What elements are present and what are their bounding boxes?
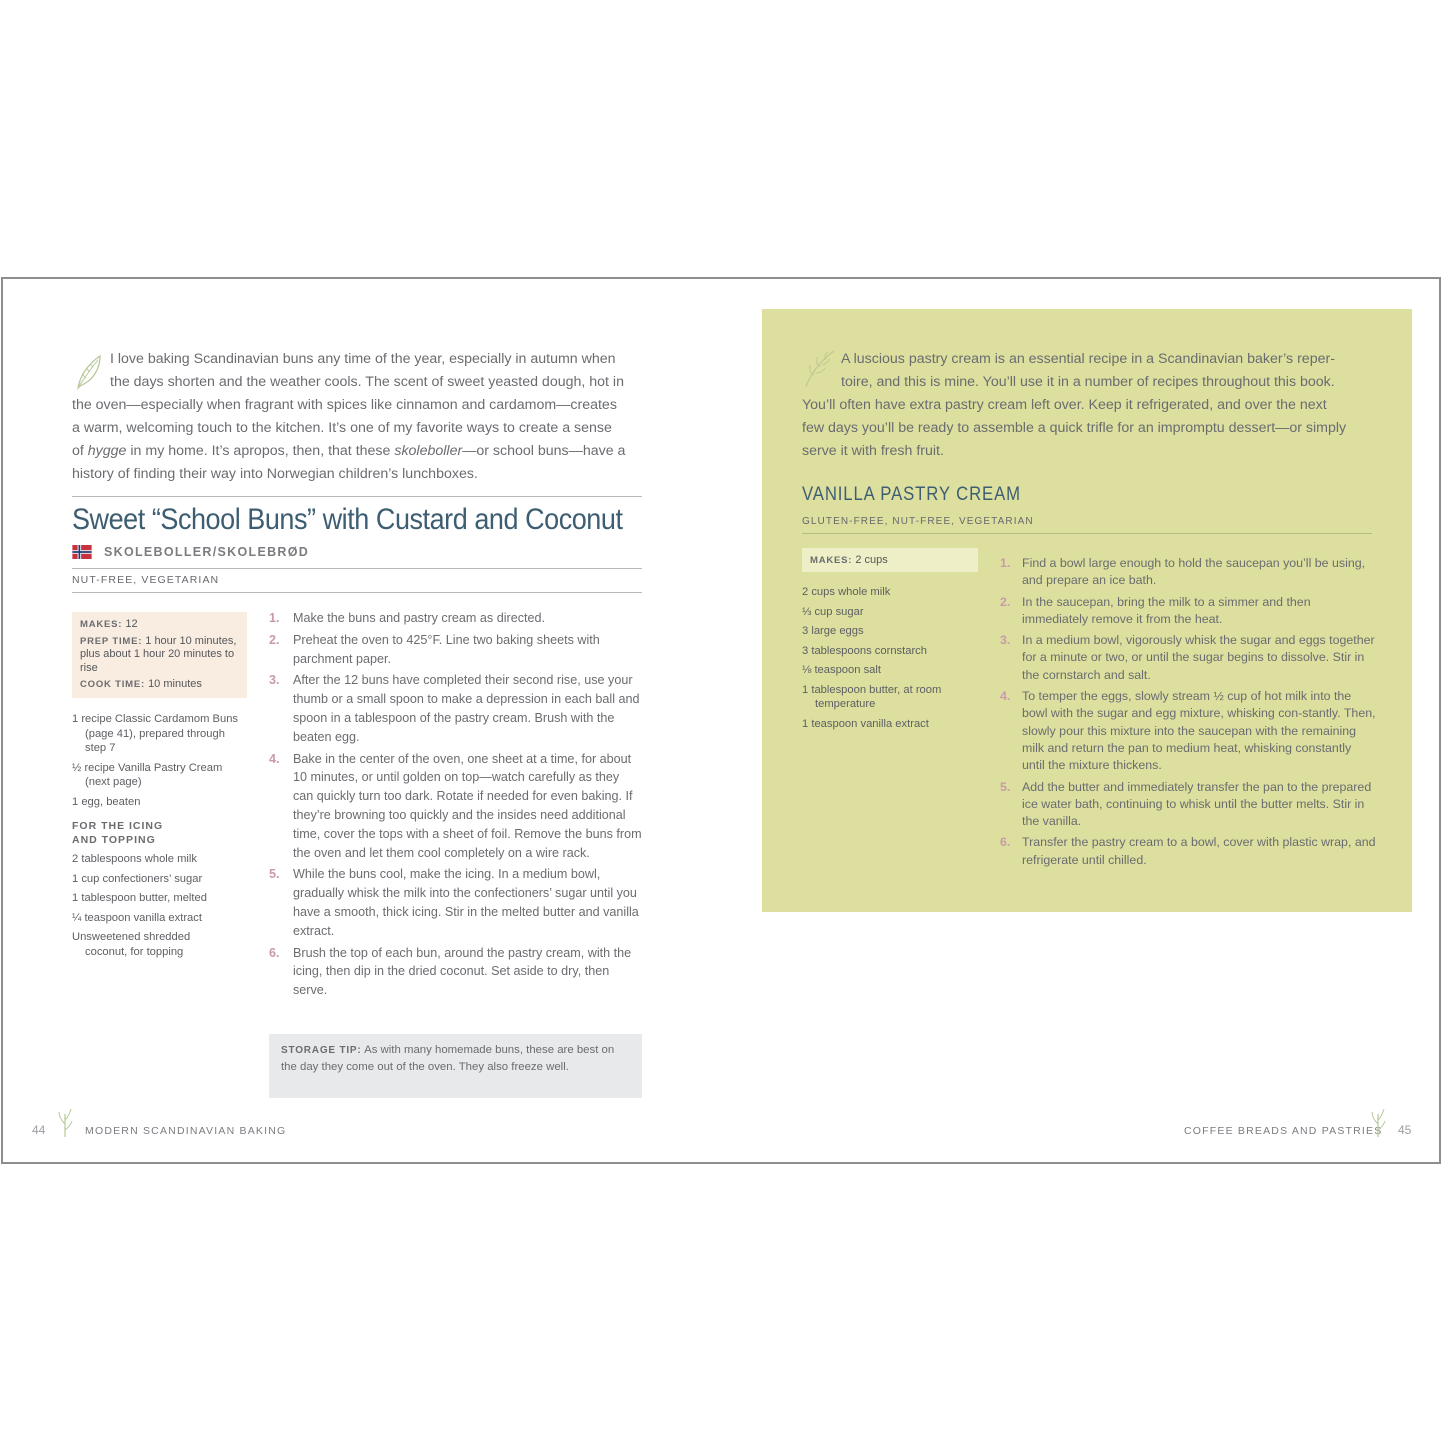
ingredient-item: ⅓ cup sugar (802, 605, 864, 618)
intro-italic: skoleboller (394, 443, 463, 459)
step-number: 2. (269, 632, 280, 647)
ingredient-item: 1 recipe Classic Cardamom Buns (page 41), prepared through step 7 (72, 713, 239, 754)
makes-value: 12 (125, 618, 138, 630)
ingredient-item: 1 tablespoon butter, melted (72, 892, 207, 904)
ingredient-item: ¼ teaspoon vanilla extract (72, 911, 202, 924)
step-text: While the buns cool, make the icing. In a medium bowl, gradually whisk the milk into the confectioners’ sugar until you have a smooth, thick icing. Stir in the melted butter and vanilla extract. (293, 867, 639, 938)
divider (72, 568, 642, 569)
recipe-info-box (72, 612, 247, 698)
step-number: 3. (269, 673, 280, 688)
prep-row (80, 635, 239, 676)
intro-line (72, 440, 647, 463)
recipe-info-box (802, 548, 978, 572)
ingredient-subheading: FOR THE ICING AND TOPPING (72, 820, 164, 846)
dietary-tags: NUT-FREE, VEGETARIAN (72, 574, 220, 586)
herb-sprig-icon (54, 1106, 76, 1138)
cook-value: 10 minutes (148, 678, 202, 690)
norway-flag-icon (72, 545, 92, 559)
ingredient-item: 3 large eggs (802, 625, 864, 637)
intro-line: serve it with fresh fruit. (802, 443, 944, 459)
prep-label: PREP TIME: (80, 635, 143, 647)
method-steps (1000, 555, 1376, 873)
intro-line: A luscious pastry cream is an essential recipe in a Scandinavian baker’s reper- (841, 351, 1335, 367)
step-text: After the 12 buns have completed their second rise, use your thumb or a small spoon to make a depression in each ball and spoon in a tablespoon of the pastry cream. Brush with the beaten egg. (293, 673, 640, 744)
step-text: Transfer the pastry cream to a bowl, cover with plastic wrap, and refrigerate until chilled. (1022, 835, 1376, 867)
method-step (1000, 594, 1376, 629)
running-head-right: COFFEE BREADS AND PASTRIES (1184, 1125, 1383, 1137)
ingredient-item: 1 cup confectioners’ sugar (72, 872, 203, 885)
step-text: Bake in the center of the oven, one sheet at a time, for about 10 minutes, or until golden on top—watch carefully as they can quickly turn too dark. Rotate if needed for even baking. If they’re browning too quickly and the insides need additional time, cover the tops with a sheet of foil. Remove the buns from the oven and let them cool completely on a wire rack. (293, 751, 642, 860)
ingredient-item: 1 egg, beaten (72, 795, 141, 808)
method-step (269, 865, 642, 940)
method-step (269, 944, 642, 1000)
recipe-subtitle: SKOLEBOLLER/SKOLEBRØD (104, 545, 310, 559)
step-number: 6. (269, 945, 280, 960)
step-text: In the saucepan, bring the milk to a simmer and then immediately remove it from the heat. (1022, 594, 1311, 626)
makes-label: MAKES: (810, 555, 853, 566)
ingredient-item: Unsweetened shredded coconut, for topping (72, 931, 191, 958)
intro-text: of (72, 443, 84, 459)
method-step (269, 671, 642, 746)
step-number: 4. (1000, 689, 1011, 704)
storage-tip-box (269, 1034, 642, 1098)
cook-row (80, 678, 239, 692)
intro-line: history of finding their way into Norwegian children’s lunchboxes. (72, 466, 478, 482)
prep-value: 1 hour 10 minutes, plus about 1 hour 20 minutes to rise (80, 634, 237, 674)
left-intro (72, 348, 647, 486)
step-number: 2. (1000, 594, 1011, 609)
step-text: Make the buns and pastry cream as directed. (293, 611, 546, 625)
tip-label: STORAGE TIP: (281, 1045, 362, 1056)
method-step (1000, 834, 1376, 869)
intro-text: —or school buns—have a (462, 443, 626, 459)
ingredient-item: 1 tablespoon butter, at room temperature (802, 683, 942, 710)
method-steps (269, 609, 642, 1003)
method-step (269, 609, 642, 628)
right-intro (802, 348, 1382, 463)
divider (72, 496, 642, 497)
intro-line: a warm, welcoming touch to the kitchen. It’s one of my favorite ways to create a sense (72, 420, 612, 436)
step-text: Find a bowl large enough to hold the saucepan you’ll be using, and prepare an ice bath. (1022, 556, 1366, 588)
step-number: 5. (269, 867, 280, 882)
intro-text: in my home. It’s apropos, then, that these (130, 443, 391, 459)
divider (802, 533, 1372, 534)
method-step (1000, 779, 1376, 831)
makes-label: MAKES: (80, 619, 123, 630)
method-step (269, 750, 642, 863)
ingredient-item: ⅛ teaspoon salt (802, 664, 881, 676)
ingredient-item: 2 cups whole milk (802, 586, 891, 598)
intro-line: toire, and this is mine. You’ll use it in a number of recipes throughout this book. (841, 374, 1335, 390)
herb-sprig-icon (1367, 1106, 1389, 1138)
intro-line: You’ll often have extra pastry cream left over. Keep it refrigerated, and over the next (802, 397, 1327, 413)
makes-value: 2 cups (855, 554, 888, 566)
intro-line: I love baking Scandinavian buns any time of the year, especially in autumn when (110, 351, 616, 367)
page-number-left: 44 (32, 1123, 46, 1137)
step-text: Add the butter and immediately transfer the pan to the prepared ice water bath, continuing to whisk until the butter melts. Stir in the vanilla. (1022, 779, 1372, 829)
step-text: Brush the top of each bun, around the pastry cream, with the icing, then dip in the dried coconut. Set aside to dry, then serve. (293, 945, 632, 998)
method-step (1000, 555, 1376, 590)
step-number: 6. (1000, 835, 1011, 850)
ingredient-list (72, 712, 244, 964)
intro-italic: hygge (87, 443, 127, 459)
cook-label: COOK TIME: (80, 679, 145, 690)
step-number: 4. (269, 751, 280, 766)
method-step (1000, 688, 1376, 774)
step-text: Preheat the oven to 425°F. Line two baking sheets with parchment paper. (293, 632, 600, 666)
step-number: 3. (1000, 633, 1011, 648)
step-number: 1. (1000, 556, 1011, 570)
intro-line: the oven—especially when fragrant with spices like cinnamon and cardamom—creates (72, 397, 617, 413)
ingredient-list (802, 585, 967, 736)
ingredient-item: 2 tablespoons whole milk (72, 853, 197, 865)
step-text: In a medium bowl, vigorously whisk the sugar and eggs together for a minute or two, or until the sugar begins to dissolve. Stir in the cornstarch and salt. (1022, 633, 1375, 682)
intro-line: few days you’ll be ready to assemble a quick trifle for an impromptu dessert—or simply (802, 420, 1347, 436)
step-number: 1. (269, 611, 280, 625)
page-number-right: 45 (1398, 1123, 1412, 1137)
tip-text: As with many homemade buns, these are best on the day they come out of the oven. They also freeze well. (281, 1044, 615, 1073)
step-number: 5. (1000, 779, 1011, 794)
running-head-left: MODERN SCANDINAVIAN BAKING (85, 1125, 287, 1137)
recipe-title: VANILLA PASTRY CREAM (802, 484, 1021, 505)
ingredient-item: ½ recipe Vanilla Pastry Cream (next page) (72, 761, 223, 788)
divider (72, 592, 642, 593)
ingredient-item: 3 tablespoons cornstarch (802, 644, 928, 657)
ingredient-item: 1 teaspoon vanilla extract (802, 717, 929, 730)
dietary-tags: GLUTEN-FREE, NUT-FREE, VEGETARIAN (802, 516, 1034, 527)
method-step (269, 631, 642, 669)
recipe-title: Sweet “School Buns” with Custard and Coconut (72, 503, 623, 536)
step-text: To temper the eggs, slowly stream ½ cup of hot milk into the bowl with the sugar and egg mixture, whisking con-stantly. Then, slowly pour this mixture into the saucepan with the remaining milk and return the pan to medium heat, whisking constantly until the mixture thickens. (1022, 689, 1376, 773)
intro-line: the days shorten and the weather cools. The scent of sweet yeasted dough, hot in (110, 374, 624, 390)
makes-row (80, 618, 239, 632)
method-step (1000, 632, 1376, 684)
